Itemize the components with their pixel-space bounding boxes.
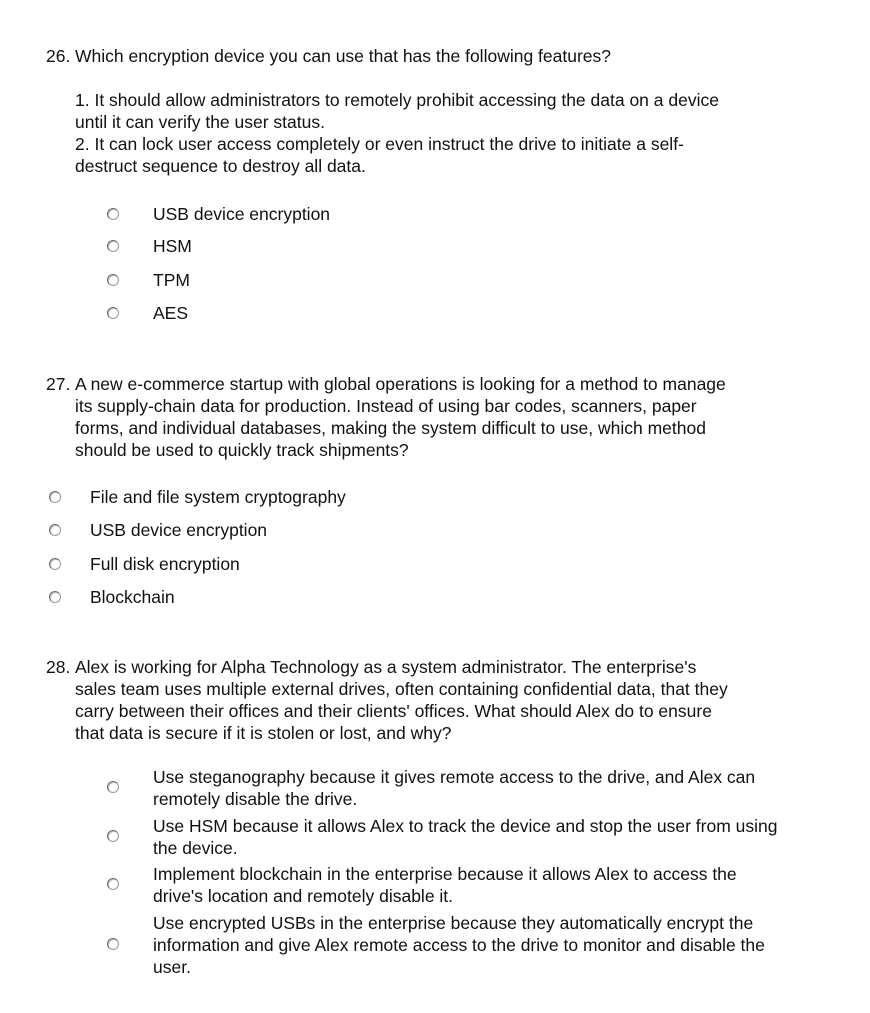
q27-option-4[interactable] [49,586,175,608]
question-text-line: carry between their offices and their clients' offices. What should Alex do to ensure [75,701,712,721]
option-label: Blockchain [90,587,175,607]
option-label-line: Use steganography because it gives remote access to the drive, and Alex can [153,767,756,787]
q28-option-4[interactable] [107,912,843,978]
option-label [153,815,853,859]
radio-button[interactable] [49,491,61,503]
radio-button[interactable] [107,830,119,842]
question-26-stem [46,45,806,67]
question-text-line: should be used to quickly track shipments? [75,440,409,460]
q28-option-2[interactable] [107,815,853,859]
requirement-line: 1. It should allow administrators to remotely prohibit accessing the data on a device [75,90,719,110]
question-28-stem [46,656,806,744]
option-label-line: information and give Alex remote access to the drive to monitor and disable the [153,935,765,955]
question-text-line: its supply-chain data for production. Instead of using bar codes, scanners, paper [75,396,697,416]
radio-button[interactable] [107,781,119,793]
question-text-line: sales team uses multiple external drives, often containing confidential data, that they [75,679,728,699]
question-number: 27. [46,374,71,394]
question-text [46,656,806,744]
option-label: HSM [153,236,192,256]
q27-option-2[interactable] [49,519,267,541]
radio-button[interactable] [49,524,61,536]
question-text-line: Alex is working for Alpha Technology as a system administrator. The enterprise's [75,657,697,677]
requirement-line: 2. It can lock user access completely or even instruct the drive to initiate a self- [75,134,684,154]
question-27-stem [46,373,806,461]
q26-option-3[interactable] [107,269,190,291]
q26-option-4[interactable] [107,302,188,324]
option-label: AES [153,303,189,323]
option-label [153,766,843,810]
option-label [153,912,843,978]
option-label: USB device encryption [153,204,331,224]
question-text: Which encryption device you can use that has the following features? [75,46,612,66]
question-text-line: A new e-commerce startup with global operations is looking for a method to manage [75,374,726,394]
radio-button[interactable] [107,240,119,252]
question-number: 28. [46,657,71,677]
q26-option-2[interactable] [107,235,192,257]
q26-option-1[interactable] [107,203,330,225]
radio-button[interactable] [107,274,119,286]
requirement-line: destruct sequence to destroy all data. [75,156,366,176]
radio-button[interactable] [49,558,61,570]
question-text-line: that data is secure if it is stolen or lost, and why? [75,723,452,743]
question-26-requirements [75,89,795,177]
option-label [153,863,843,907]
question-text [46,373,806,461]
option-label-line: drive's location and remotely disable it. [153,886,454,906]
option-label-line: Use HSM because it allows Alex to track the device and stop the user from using [153,816,778,836]
requirement-line: until it can verify the user status. [75,112,325,132]
option-label-line: user. [153,957,191,977]
q27-option-3[interactable] [49,553,240,575]
option-label-line: the device. [153,838,238,858]
option-label-line: Use encrypted USBs in the enterprise because they automatically encrypt the [153,913,754,933]
option-label: Full disk encryption [90,554,240,574]
q28-option-3[interactable] [107,863,843,907]
option-label-line: Implement blockchain in the enterprise because it allows Alex to access the [153,864,737,884]
radio-button[interactable] [107,208,119,220]
q27-option-1[interactable] [49,486,346,508]
radio-button[interactable] [107,307,119,319]
radio-button[interactable] [107,938,119,950]
option-label: File and file system cryptography [90,487,346,507]
radio-button[interactable] [49,591,61,603]
question-number: 26. [46,46,71,66]
question-text-line: forms, and individual databases, making the system difficult to use, which method [75,418,706,438]
q28-option-1[interactable] [107,766,843,810]
option-label: USB device encryption [90,520,268,540]
radio-button[interactable] [107,878,119,890]
option-label-line: remotely disable the drive. [153,789,358,809]
option-label: TPM [153,270,190,290]
